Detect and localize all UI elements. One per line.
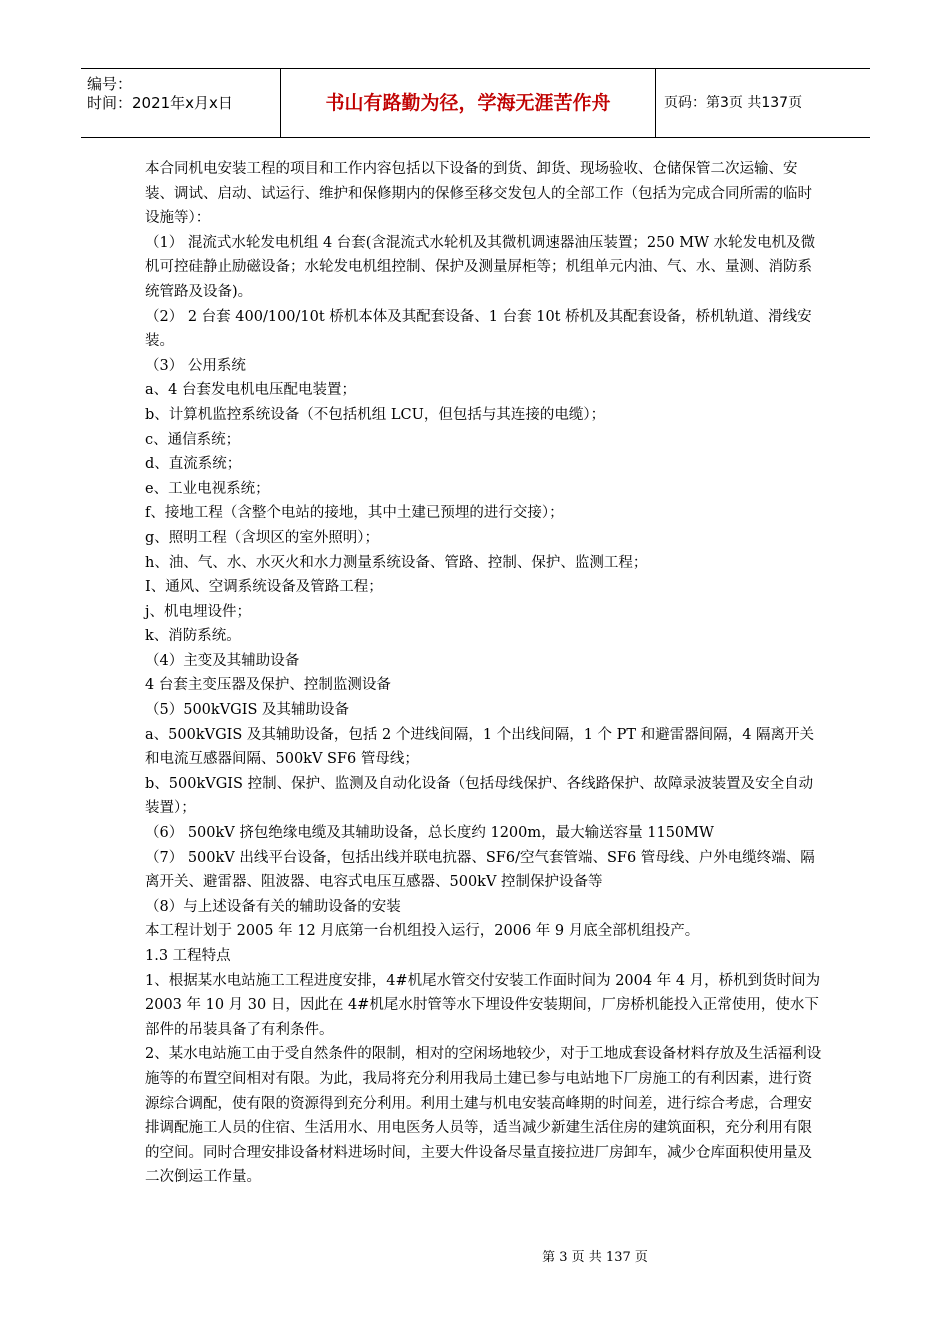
document-time-label: 时间：2021年x月x日	[87, 94, 233, 112]
paragraph: j、机电埋设件；	[145, 603, 251, 620]
paragraph: （7） 500kV 出线平台设备，包括出线并联电抗器、SF6/空气套管端、SF6 管母线、户外电缆终端、隔离开关、避雷器、阻波器、电容式电压互感器、500kV 控制保护设备等	[145, 849, 815, 891]
section-heading: 1.3 工程特点	[145, 948, 231, 964]
paragraph: g、照明工程（含坝区的室外照明）；	[145, 529, 380, 546]
paragraph: a、4 台套发电机电压配电装置；	[145, 382, 356, 399]
paragraph: f、接地工程（含整个电站的接地，其中土建已预埋的进行交接）；	[145, 505, 564, 522]
paragraph: 本工程计划于 2005 年 12 月底第一台机组投入运行，2006 年 9 月底全部机组投产。	[145, 923, 700, 940]
document-body	[145, 157, 825, 1190]
paragraph: （5）500kVGIS 及其辅助设备	[145, 702, 350, 719]
header-meta	[81, 69, 281, 137]
paragraph: （1） 混流式水轮发电机组 4 台套(含混流式水轮机及其微机调速器油压装置；250 MW 水轮发电机及微机可控硅静止励磁设备；水轮发电机组控制、保护及测量屏柜等；机组单元内油、气、水、量测、消防系统管路及设备)。	[145, 234, 816, 300]
paragraph: a、500kVGIS 及其辅助设备，包括 2 个进线间隔，1 个出线间隔，1 个 PT 和避雷器间隔，4 隔离开关和电流互感器间隔、500kV SF6 管母线；	[145, 726, 815, 768]
paragraph: k、消防系统。	[145, 628, 241, 645]
paragraph: （3） 公用系统	[145, 357, 246, 374]
page-footer	[0, 1246, 950, 1265]
paragraph: d、直流系统；	[145, 456, 242, 473]
paragraph: b、计算机监控系统设备（不包括机组 LCU，但包括与其连接的电缆）；	[145, 406, 606, 423]
paragraph: I、通风、空调系统设备及管路工程；	[145, 579, 383, 596]
paragraph: 2、某水电站施工由于受自然条件的限制，相对的空闲场地较少，对于工地成套设备材料存放及生活福利设施等的布置空间相对有限。为此，我局将充分利用我局土建已参与电站地下厂房施工的有利因素，进行资源综合调配，使有限的资源得到充分利用。利用土建与机电安装高峰期的时间差，进行综合考虑，合理安排调配施工人员的住宿、生活用水、用电医务人员等，适当减少新建生活住房的建筑面积，充分利用有限的空间。同时合理安排设备材料进场时间，主要大件设备尽量直接拉进厂房卸车，减少仓库面积使用量及二次倒运工作量。	[145, 1046, 822, 1186]
paragraph: h、油、气、水、水灭火和水力测量系统设备、管路、控制、保护、监测工程；	[145, 554, 648, 571]
header-motto: 书山有路勤为径，学海无涯苦作舟	[281, 69, 656, 137]
paragraph: 本合同机电安装工程的项目和工作内容包括以下设备的到货、卸货、现场验收、仓储保管二次运输、安装、调试、启动、试运行、维护和保修期内的保修至移交发包人的全部工作（包括为完成合同所需的临时设施等）：	[145, 161, 812, 227]
paragraph: 4 台套主变压器及保护、控制监测设备	[145, 677, 391, 694]
paragraph: （2） 2 台套 400/100/10t 桥机本体及其配套设备、1 台套 10t 桥机及其配套设备，桥机轨道、滑线安装。	[145, 308, 812, 350]
footer-page-number: 第 3 页 共 137 页	[542, 1250, 648, 1265]
paragraph: （8）与上述设备有关的辅助设备的安装	[145, 898, 401, 915]
paragraph: b、500kVGIS 控制、保护、监测及自动化设备（包括母线保护、各线路保护、故障录波装置及安全自动装置）；	[145, 775, 814, 817]
header-page-info: 页码：第3页 共137页	[664, 95, 803, 111]
paragraph: c、通信系统；	[145, 431, 241, 448]
paragraph: e、工业电视系统；	[145, 480, 270, 497]
document-code-label: 编号：	[87, 75, 133, 93]
paragraph: 1、根据某水电站施工工程进度安排，4#机尾水管交付安装工作面时间为 2004 年 4 月，桥机到货时间为 2003 年 10 月 30 日，因此在 4#机尾水肘管等水下埋设件安装期间，厂房桥机能投入正常使用，使水下部件的吊装具备了有利条件。	[145, 972, 821, 1038]
paragraph: （6） 500kV 挤包绝缘电缆及其辅助设备，总长度约 1200m，最大输送容量 1150MW	[145, 825, 714, 842]
paragraph: （4）主变及其辅助设备	[145, 652, 300, 669]
page-header	[81, 68, 870, 138]
